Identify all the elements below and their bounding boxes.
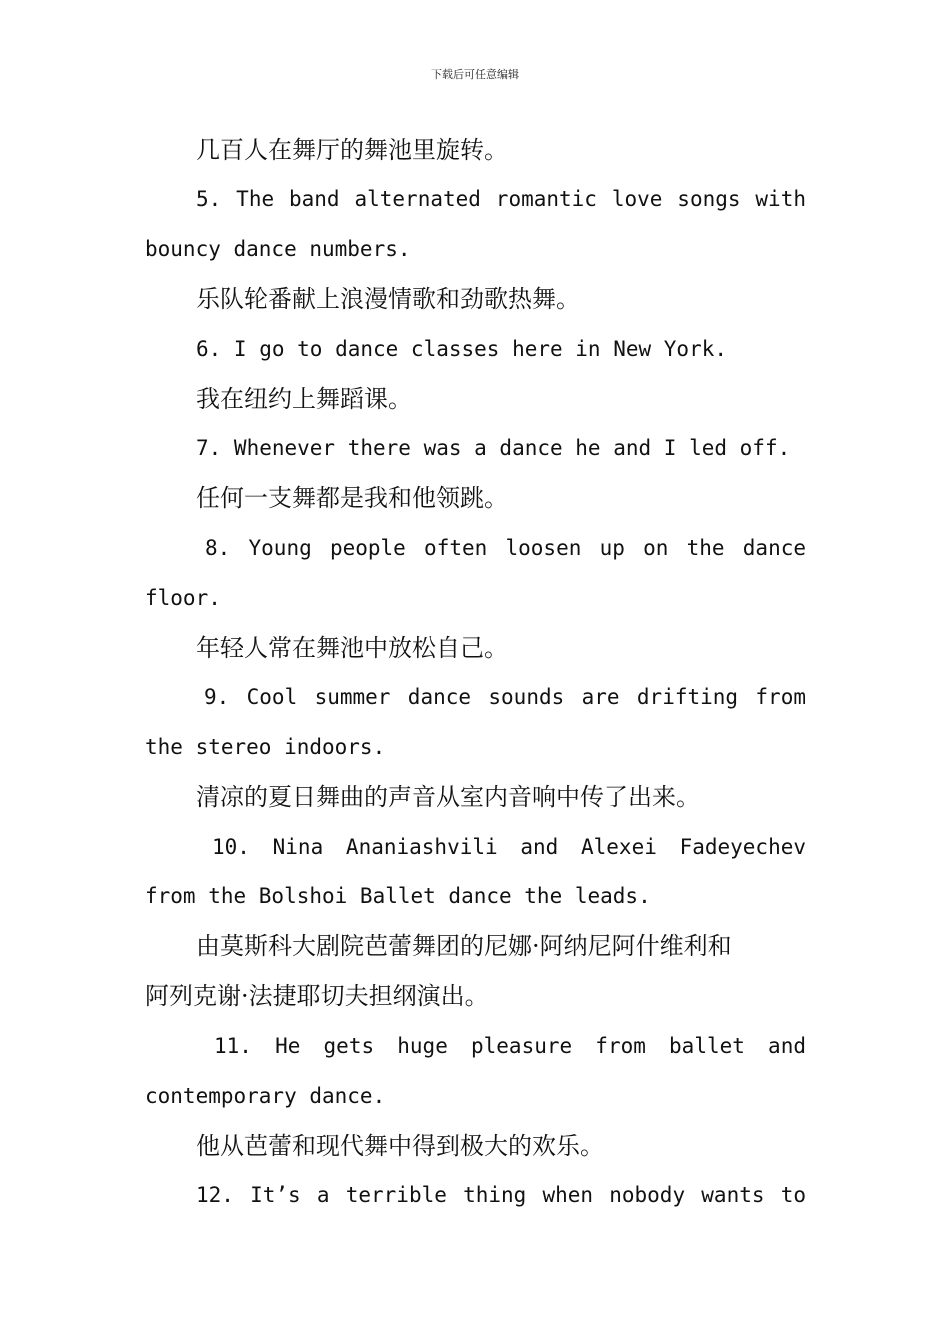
text-line: 9. Cool summer dance sounds are drifting from	[204, 685, 806, 709]
text-line: 乐队轮番献上浪漫情歌和劲歌热舞。	[196, 285, 580, 313]
page-header: 下载后可任意编辑	[431, 68, 519, 81]
text-line: contemporary dance.	[145, 1084, 386, 1108]
text-line: the stereo indoors.	[145, 735, 386, 759]
text-line: from the Bolshoi Ballet dance the leads.	[145, 884, 651, 908]
text-line: 我在纽约上舞蹈课。	[196, 385, 412, 413]
text-line: 年轻人常在舞池中放松自己。	[196, 634, 508, 662]
text-line: 12. It’s a terrible thing when nobody wants to	[196, 1183, 806, 1207]
text-line: 任何一支舞都是我和他领跳。	[196, 484, 508, 512]
text-line: 8. Young people often loosen up on the dance	[205, 536, 806, 560]
text-line: 5. The band alternated romantic love songs with	[196, 187, 806, 211]
text-line: 阿列克谢·法捷耶切夫担纲演出。	[145, 982, 489, 1010]
text-line: 10. Nina Ananiashvili and Alexei Fadeyechev	[212, 835, 806, 859]
text-line: bouncy dance numbers.	[145, 237, 411, 261]
text-line: 6. I go to dance classes here in New York.	[196, 337, 728, 361]
text-line: 他从芭蕾和现代舞中得到极大的欢乐。	[196, 1132, 604, 1160]
text-line: 11. He gets huge pleasure from ballet and	[214, 1034, 806, 1058]
text-line: 7. Whenever there was a dance he and I led off.	[196, 436, 791, 460]
text-line: 清凉的夏日舞曲的声音从室内音响中传了出来。	[196, 783, 700, 811]
text-line: floor.	[145, 586, 221, 610]
text-line: 由莫斯科大剧院芭蕾舞团的尼娜·阿纳尼阿什维利和	[196, 932, 732, 960]
text-line: 几百人在舞厅的舞池里旋转。	[196, 136, 508, 164]
